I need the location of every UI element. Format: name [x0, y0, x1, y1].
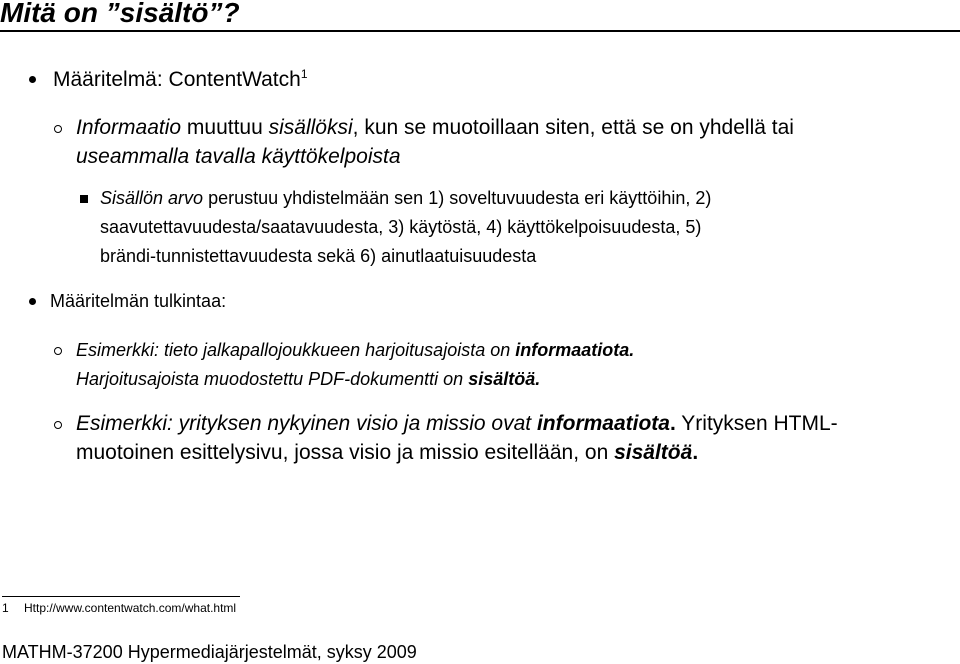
bullet-dot-icon	[29, 76, 36, 83]
bullet-dot-icon	[29, 298, 36, 305]
footnote-ref: 1	[300, 67, 308, 81]
content-value-line-2: saavutettavuudesta/saatavuudesta, 3) käytöstä, 4) käyttökelpoisuudesta, 5)	[100, 217, 702, 237]
bullet-circle-icon	[54, 347, 62, 355]
interpretation-label: Määritelmän tulkintaa:	[50, 291, 227, 311]
content-value-line-3: brändi-tunnistettavuudesta sekä 6) ainutlaatuisuudesta	[100, 246, 537, 266]
bullet-circle-icon	[54, 125, 62, 133]
slide-footer: MATHM-37200 Hypermediajärjestelmät, syksy 2009	[2, 642, 417, 662]
title-divider	[0, 30, 960, 32]
content-value-line-1: Sisällön arvo perustuu yhdistelmään sen 1) soveltuvuudesta eri käyttöihin, 2)	[100, 188, 712, 208]
footnote-link[interactable]: Http://www.contentwatch.com/what.html	[24, 601, 237, 615]
slide-title: Mitä on ”sisältö”?	[0, 0, 240, 28]
example-2-line-1: Esimerkki: yrityksen nykyinen visio ja missio ovat informaatiota. Yrityksen HTML-	[76, 412, 838, 435]
bullet-square-icon	[80, 195, 88, 203]
footnote	[2, 600, 236, 616]
example-2-line-2: muotoinen esittelysivu, jossa visio ja missio esitellään, on sisältöä.	[76, 441, 699, 464]
footnote-divider	[2, 596, 240, 597]
info-definition-line-2: useammalla tavalla käyttökelpoista	[76, 145, 401, 168]
example-1-line-2: Harjoitusajoista muodostettu PDF-dokumentti on sisältöä.	[76, 369, 541, 389]
definition-label: Määritelmä: ContentWatch$^1$	[53, 67, 308, 91]
bullet-circle-icon	[54, 421, 62, 429]
info-definition-line-1: Informaatio muuttuu sisällöksi, kun se muotoillaan siten, että se on yhdellä tai	[76, 116, 794, 139]
example-1-line-1: Esimerkki: tieto jalkapallojoukkueen harjoitusajoista on informaatiota.	[76, 340, 635, 360]
footnote-number: 1	[2, 601, 9, 615]
